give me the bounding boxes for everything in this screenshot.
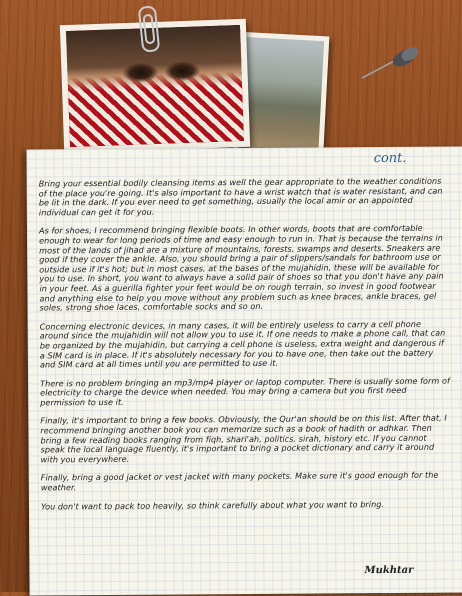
paragraph-books: Finally, it's important to bring a few books. Obviously, the Qur'an should be on this list. After that, I recommend bringing another book you can memorize such as a book of hadith or adhkar. Then bring a few reading books ranging from fiqh, shari'ah, politics, sirah, history etc. If you cannot speak the local language fluently, it's important to bring a pocket dictionary and carry it around with you everywhere. [40, 413, 447, 465]
landscape-photo-image [238, 37, 324, 163]
paragraph-shoes: As for shoes, I recommend bringing flexible boots. In other words, boots that are comfortable enough to wear for long periods of time and easy enough to run in. That is because the terrains in most of the lands of jihad are a mixture of mountains, forests, swamps and deserts. Sneakers are good if they cover the ankle. Also, you should bring a pair of slippers/sandals for bathroom use or outside use if it's hot; but in most cases, at the bases of the mujahidin, these will be available for you to use. In short, you want to always have a solid pair of shoes so that you don't have any pain in your feet. As a guerilla fighter your feet would be on rough terrain, so invest in good footwear and anything else to help you move without any problem such as knee braces, ankle braces, gel soles, strong shoe laces, comfortable socks and so on. [38, 223, 444, 313]
paragraph-electronics: Concerning electronic devices, in many cases, it will be entirely useless to carry a cell phone around since the mujahidin will not allow you to use it. If one needs to make a phone call, that can be organized by the mujahidin, but carrying a cell phone is useless, extra weight and dangerous if a SIM card is in place. If it's absolutely necessary for you to have one, then take out the battery and SIM card at all times until you are permitted to use it. [39, 318, 446, 370]
paragraph-packing: You don't want to pack too heavily, so think carefully about what you want to bring. [40, 498, 385, 512]
pushpin-icon [358, 44, 428, 84]
signature: Mukhtar [364, 564, 414, 577]
paragraph-media-devices: There is no problem bringing an mp3/mp4 player or laptop computer. There is usually some form of electricity to charge the device when needed. You may bring a camera but you first need permission to use it. [40, 375, 450, 408]
cont-label: cont. [373, 150, 407, 167]
paperclip-icon [138, 5, 161, 53]
paragraph-jacket: Finally, bring a good jacket or vest jacket with many pockets. Make sure it's good enough for the weather. [40, 470, 439, 493]
letter-page [26, 146, 462, 595]
paragraph-gear: Bring your essential bodily cleansing items as well the gear appropriate to the weather conditions of the place you're going. It's also important to have a wrist watch that is water resistant, and can be lit in the dark. If you ever need to get something, usually the local amir or an appointed individual can get it for you. [38, 175, 443, 218]
